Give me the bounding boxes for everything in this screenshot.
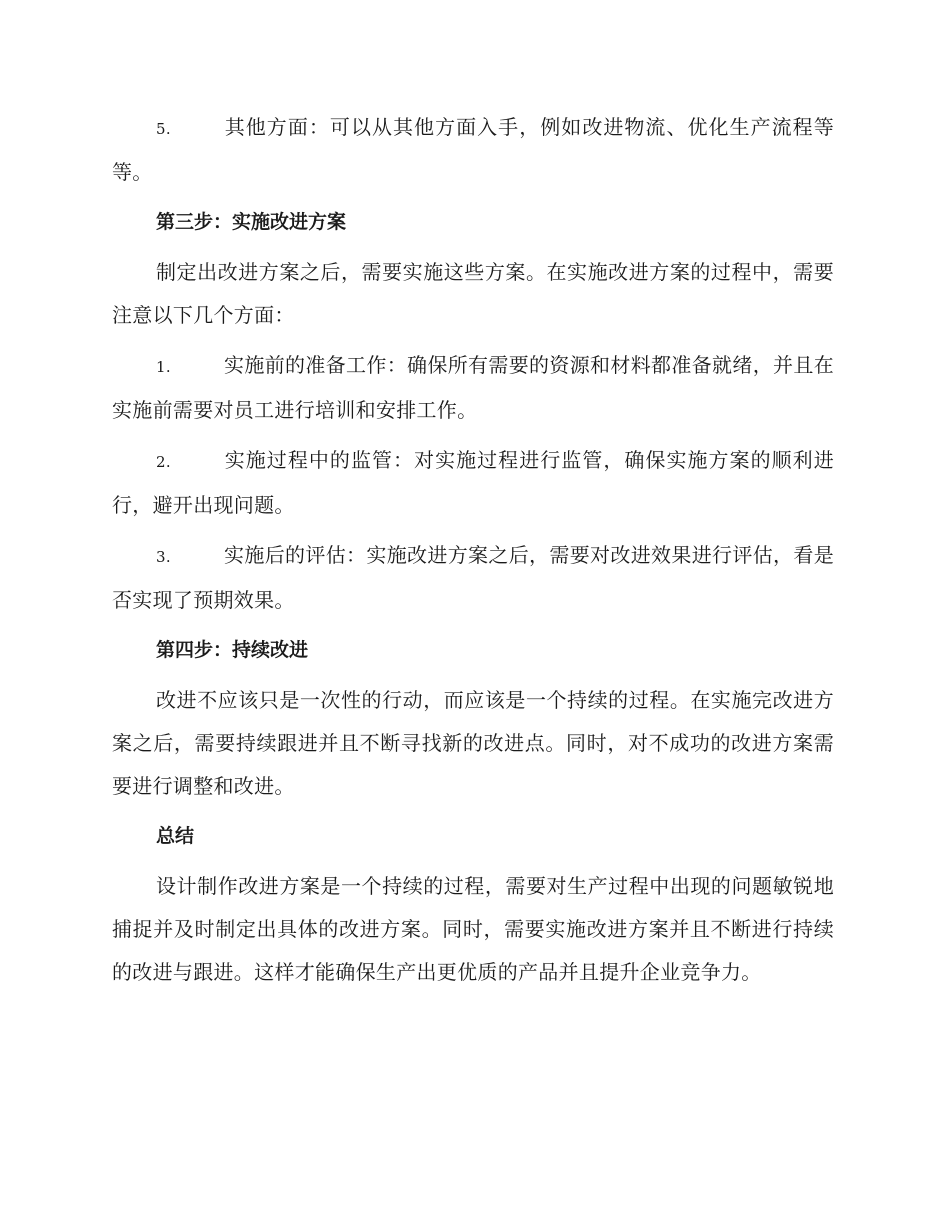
list-item-3: [112, 534, 834, 622]
list-text: 实施过程中的监管：对实施过程进行监管，确保实施方案的顺利进行，避开出现问题。: [112, 448, 834, 517]
paragraph-step4-body: 改进不应该只是一次性的行动，而应该是一个持续的过程。在实施完改进方案之后，需要持续跟进并且不断寻找新的改进点。同时，对不成功的改进方案需要进行调整和改进。: [112, 688, 834, 798]
list-text: 其他方面：可以从其他方面入手，例如改进物流、优化生产流程等等。: [112, 115, 834, 184]
section-heading-step4: 第四步：持续改进: [156, 639, 309, 661]
paragraph-step3-intro: 制定出改进方案之后，需要实施这些方案。在实施改进方案的过程中，需要注意以下几个方面：: [112, 260, 834, 327]
paragraph-summary-body: 设计制作改进方案是一个持续的过程，需要对生产过程中出现的问题敏锐地捕捉并及时制定出具体的改进方案。同时，需要实施改进方案并且不断进行持续的改进与跟进。这样才能确保生产出更优质的产品并且提升企业竞争力。: [112, 874, 834, 984]
list-item-2: [112, 439, 834, 527]
list-item-5: [112, 106, 834, 194]
document-content: [112, 106, 834, 1001]
list-item-1: [112, 344, 834, 432]
list-number: 1.: [156, 358, 171, 376]
section-heading-summary: 总结: [156, 825, 195, 847]
list-number: 2.: [156, 453, 171, 471]
list-text: 实施后的评估：实施改进方案之后，需要对改进效果进行评估，看是否实现了预期效果。: [112, 543, 834, 612]
section-heading-step3: 第三步：实施改进方案: [156, 211, 347, 233]
list-number: 3.: [156, 548, 171, 566]
list-number: 5.: [156, 120, 171, 138]
list-text: 实施前的准备工作：确保所有需要的资源和材料都准备就绪，并且在实施前需要对员工进行培训和安排工作。: [112, 353, 834, 422]
